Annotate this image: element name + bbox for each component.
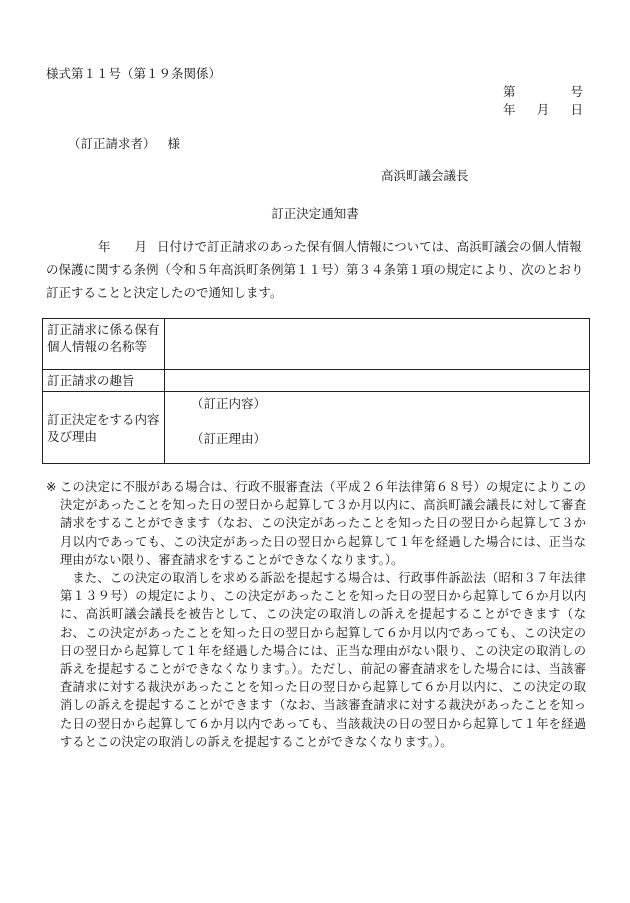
recipient-line xyxy=(68,134,180,152)
notice-paragraph-2: また、この決定の取消しを求める訴訟を提起する場合は、行政事件訴訟法（昭和３７年法律第１３９号）の規定により、この決定があったことを知った日の翌日から起算して６か月以内に、高浜町議会議長を被告として、この決定の取消しの訴えを提起することができます（なお、この決定があったことを知った日の翌日から起算して６か月以内であっても、この決定の日の翌日から起算して１年を経過した場合には、正当な理由がない限り、この決定の取消しの訴えを提起することができなくなります。）。ただし、前記の審査請求をした場合には、当該審査請求に対する裁決があったことを知った日の翌日から起算して６か月以内に、この決定の取消しの訴えを提起することができます（なお、当該審査請求に対する裁決があったことを知った日の翌日から起算して６か月以内であっても、当該裁決の日の翌日から起算して１年を経過するとこの決定の取消しの訴えを提起することができなくなります。）。 xyxy=(60,571,586,749)
body-text: 日付けで訂正請求のあった保有個人情報については、高浜町議会の個人情報の保護に関する条例（令和５年高浜町条例第１１号）第３４条第１項の規定により、次のとおり訂正することと決定したので通知します。 xyxy=(46,239,584,300)
doc-number-suffix: 号 xyxy=(570,84,583,99)
document-number-row xyxy=(503,82,583,100)
correction-info-table xyxy=(42,318,590,464)
row-value-purpose xyxy=(165,370,590,392)
correction-content-label: （訂正内容） xyxy=(191,396,267,411)
row-value-info-name xyxy=(165,319,590,370)
notice-paragraph-1 xyxy=(46,478,586,569)
notice-paragraph-1-text: この決定に不服がある場合は、行政不服審査法（平成２６年法律第６８号）の規定によりこの決定があったことを知った日の翌日から起算して３か月以内に、高浜町議会議長に対して審査請求をすることができます（なお、この決定があったことを知った日の翌日から起算して３か月以内であっても、この決定があった日の翌日から起算して１年を経過した場合には、正当な理由がない限り、審査請求をすることができなくなります。）。 xyxy=(60,480,586,567)
doc-number-prefix: 第 xyxy=(503,84,516,99)
date-year: 年 xyxy=(503,102,516,117)
table-row xyxy=(43,392,590,464)
document-number-block xyxy=(503,82,583,118)
notice-mark: ※ xyxy=(46,480,57,494)
body-year: 年 xyxy=(98,239,111,254)
document-title: 訂正決定通知書 xyxy=(271,206,359,221)
table-row xyxy=(43,319,590,370)
row-label-purpose: 訂正請求の趣旨 xyxy=(43,370,165,392)
row-label-decision: 訂正決定をする内容及び理由 xyxy=(43,392,165,464)
date-row xyxy=(503,100,583,118)
sender-name: 高浜町議会議長 xyxy=(381,168,469,183)
body-paragraph xyxy=(46,235,586,304)
recipient-honorific: 様 xyxy=(167,136,181,151)
appeal-notice xyxy=(46,478,586,751)
row-value-decision xyxy=(165,392,590,464)
row-label-info-name: 訂正請求に係る保有個人情報の名称等 xyxy=(43,319,165,370)
date-day: 日 xyxy=(570,102,583,117)
correction-reason-label: （訂正理由） xyxy=(191,431,267,446)
date-month: 月 xyxy=(536,102,550,117)
body-month: 月 xyxy=(134,239,148,254)
recipient-label: （訂正請求者） xyxy=(68,136,156,151)
form-number: 様式第１１号（第１９条関係） xyxy=(46,66,222,81)
table-row xyxy=(43,370,590,392)
